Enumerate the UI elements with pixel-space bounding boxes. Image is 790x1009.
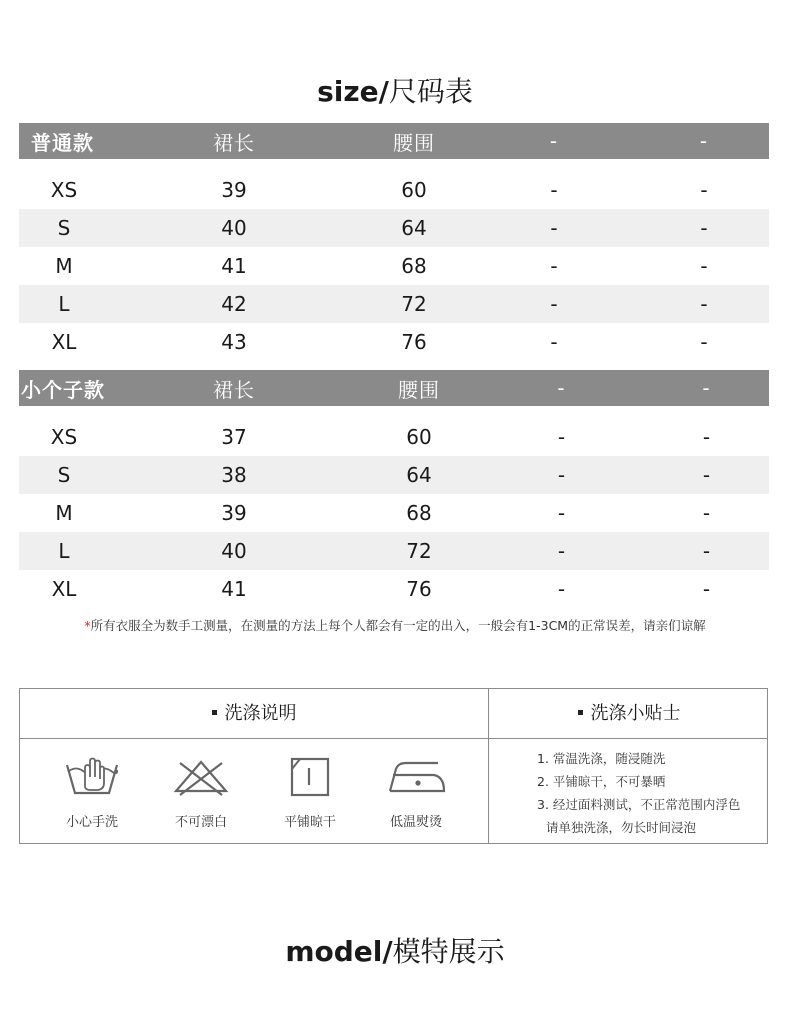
model-showcase-title <box>0 930 790 970</box>
length-cell: 39 <box>221 501 247 525</box>
table-row <box>19 285 769 323</box>
tip-item: 请单独洗涤，勿长时间浸泡 <box>546 820 697 835</box>
table-row <box>19 532 769 570</box>
header-col4: - <box>549 129 559 153</box>
col4-cell: - <box>557 577 566 601</box>
size-cell: S <box>57 463 71 487</box>
care-item-no-bleach <box>156 757 246 830</box>
size-cell: S <box>57 216 71 240</box>
size-chart-title <box>0 70 790 110</box>
header-col4: - <box>557 376 566 400</box>
care-heading-right <box>489 689 769 738</box>
table-header-row <box>19 370 769 406</box>
header-waist: 腰围 <box>398 377 440 402</box>
col4-cell: - <box>550 254 558 278</box>
measurement-note <box>0 616 790 634</box>
header-length: 裙长 <box>213 130 255 155</box>
waist-cell: 64 <box>401 216 427 240</box>
col5-cell: - <box>700 216 708 240</box>
table-row <box>19 209 769 247</box>
size-cell: M <box>55 501 73 525</box>
waist-cell: 76 <box>401 330 427 354</box>
size-cell: XS <box>50 425 78 449</box>
size-title-zh: 尺码表 <box>388 75 473 108</box>
size-cell: XL <box>51 330 77 354</box>
header-col5: - <box>702 376 711 400</box>
col5-cell: - <box>702 425 711 449</box>
care-instructions-box <box>19 688 768 844</box>
care-heading-right-text: 洗涤小贴士 <box>590 703 681 724</box>
table-row <box>19 456 769 494</box>
col4-cell: - <box>557 425 566 449</box>
length-cell: 37 <box>221 425 247 449</box>
length-cell: 42 <box>221 292 247 316</box>
table-row <box>19 323 769 361</box>
col5-cell: - <box>700 330 708 354</box>
dry-flat-icon <box>288 757 332 797</box>
length-cell: 40 <box>221 539 247 563</box>
no-bleach-icon <box>171 757 231 797</box>
waist-cell: 72 <box>406 539 432 563</box>
col5-cell: - <box>700 254 708 278</box>
note-text: 所有衣服全为数手工测量，在测量的方法上每个人都会有一定的出入，一般会有1-3CM的正常误差，请亲们谅解 <box>90 618 706 633</box>
size-cell: M <box>55 254 73 278</box>
care-item-hand-wash <box>47 757 137 830</box>
length-cell: 43 <box>221 330 247 354</box>
bullet-icon <box>578 710 583 715</box>
length-cell: 40 <box>221 216 247 240</box>
col4-cell: - <box>557 463 566 487</box>
col4-cell: - <box>557 539 566 563</box>
waist-cell: 68 <box>406 501 432 525</box>
waist-cell: 64 <box>406 463 432 487</box>
table-row <box>19 171 769 209</box>
regular-size-table <box>19 123 769 361</box>
header-style-regular: 普通款 <box>31 130 94 155</box>
col5-cell: - <box>702 501 711 525</box>
care-divider-horizontal <box>20 738 767 739</box>
care-label: 低温熨烫 <box>389 815 442 830</box>
tip-item: 2. 平铺晾干，不可暴晒 <box>537 774 666 789</box>
waist-cell: 72 <box>401 292 427 316</box>
care-label: 小心手洗 <box>65 815 118 830</box>
table-row <box>19 418 769 456</box>
col5-cell: - <box>700 292 708 316</box>
tip-item: 1. 常温洗涤，随浸随洗 <box>537 751 666 766</box>
length-cell: 41 <box>221 577 247 601</box>
size-cell: XS <box>50 178 78 202</box>
tip-item: 3. 经过面料测试，不正常范围内浮色 <box>537 797 741 812</box>
col4-cell: - <box>550 178 558 202</box>
waist-cell: 76 <box>406 577 432 601</box>
header-length: 裙长 <box>213 377 255 402</box>
size-title-en: size/ <box>317 75 389 108</box>
waist-cell: 68 <box>401 254 427 278</box>
model-title-zh: 模特展示 <box>392 935 505 968</box>
care-heading-left <box>20 689 488 738</box>
waist-cell: 60 <box>401 178 427 202</box>
waist-cell: 60 <box>406 425 432 449</box>
care-item-dry-flat <box>265 757 355 830</box>
header-col5: - <box>699 129 709 153</box>
col4-cell: - <box>550 216 558 240</box>
col4-cell: - <box>550 292 558 316</box>
hand-wash-icon <box>64 757 120 797</box>
care-heading-left-text: 洗涤说明 <box>224 703 297 724</box>
care-label: 不可漂白 <box>174 815 227 830</box>
col5-cell: - <box>700 178 708 202</box>
petite-size-table <box>19 370 769 608</box>
col5-cell: - <box>702 463 711 487</box>
note-asterisk: * <box>84 618 91 633</box>
col5-cell: - <box>702 577 711 601</box>
col5-cell: - <box>702 539 711 563</box>
header-style-petite: 小个子款 <box>21 377 105 402</box>
washing-tips-list <box>537 747 767 839</box>
care-label: 平铺晾干 <box>283 815 336 830</box>
size-cell: L <box>58 292 70 316</box>
table-header-row <box>19 123 769 159</box>
length-cell: 39 <box>221 178 247 202</box>
col4-cell: - <box>550 330 558 354</box>
length-cell: 38 <box>221 463 247 487</box>
table-row <box>19 494 769 532</box>
model-title-en: model/ <box>285 935 393 968</box>
bullet-icon <box>212 710 217 715</box>
header-waist: 腰围 <box>393 130 435 155</box>
care-item-low-iron <box>371 757 461 830</box>
table-row <box>19 247 769 285</box>
length-cell: 41 <box>221 254 247 278</box>
low-iron-icon <box>384 757 448 797</box>
size-cell: L <box>58 539 70 563</box>
col4-cell: - <box>557 501 566 525</box>
table-row <box>19 570 769 608</box>
size-cell: XL <box>51 577 77 601</box>
